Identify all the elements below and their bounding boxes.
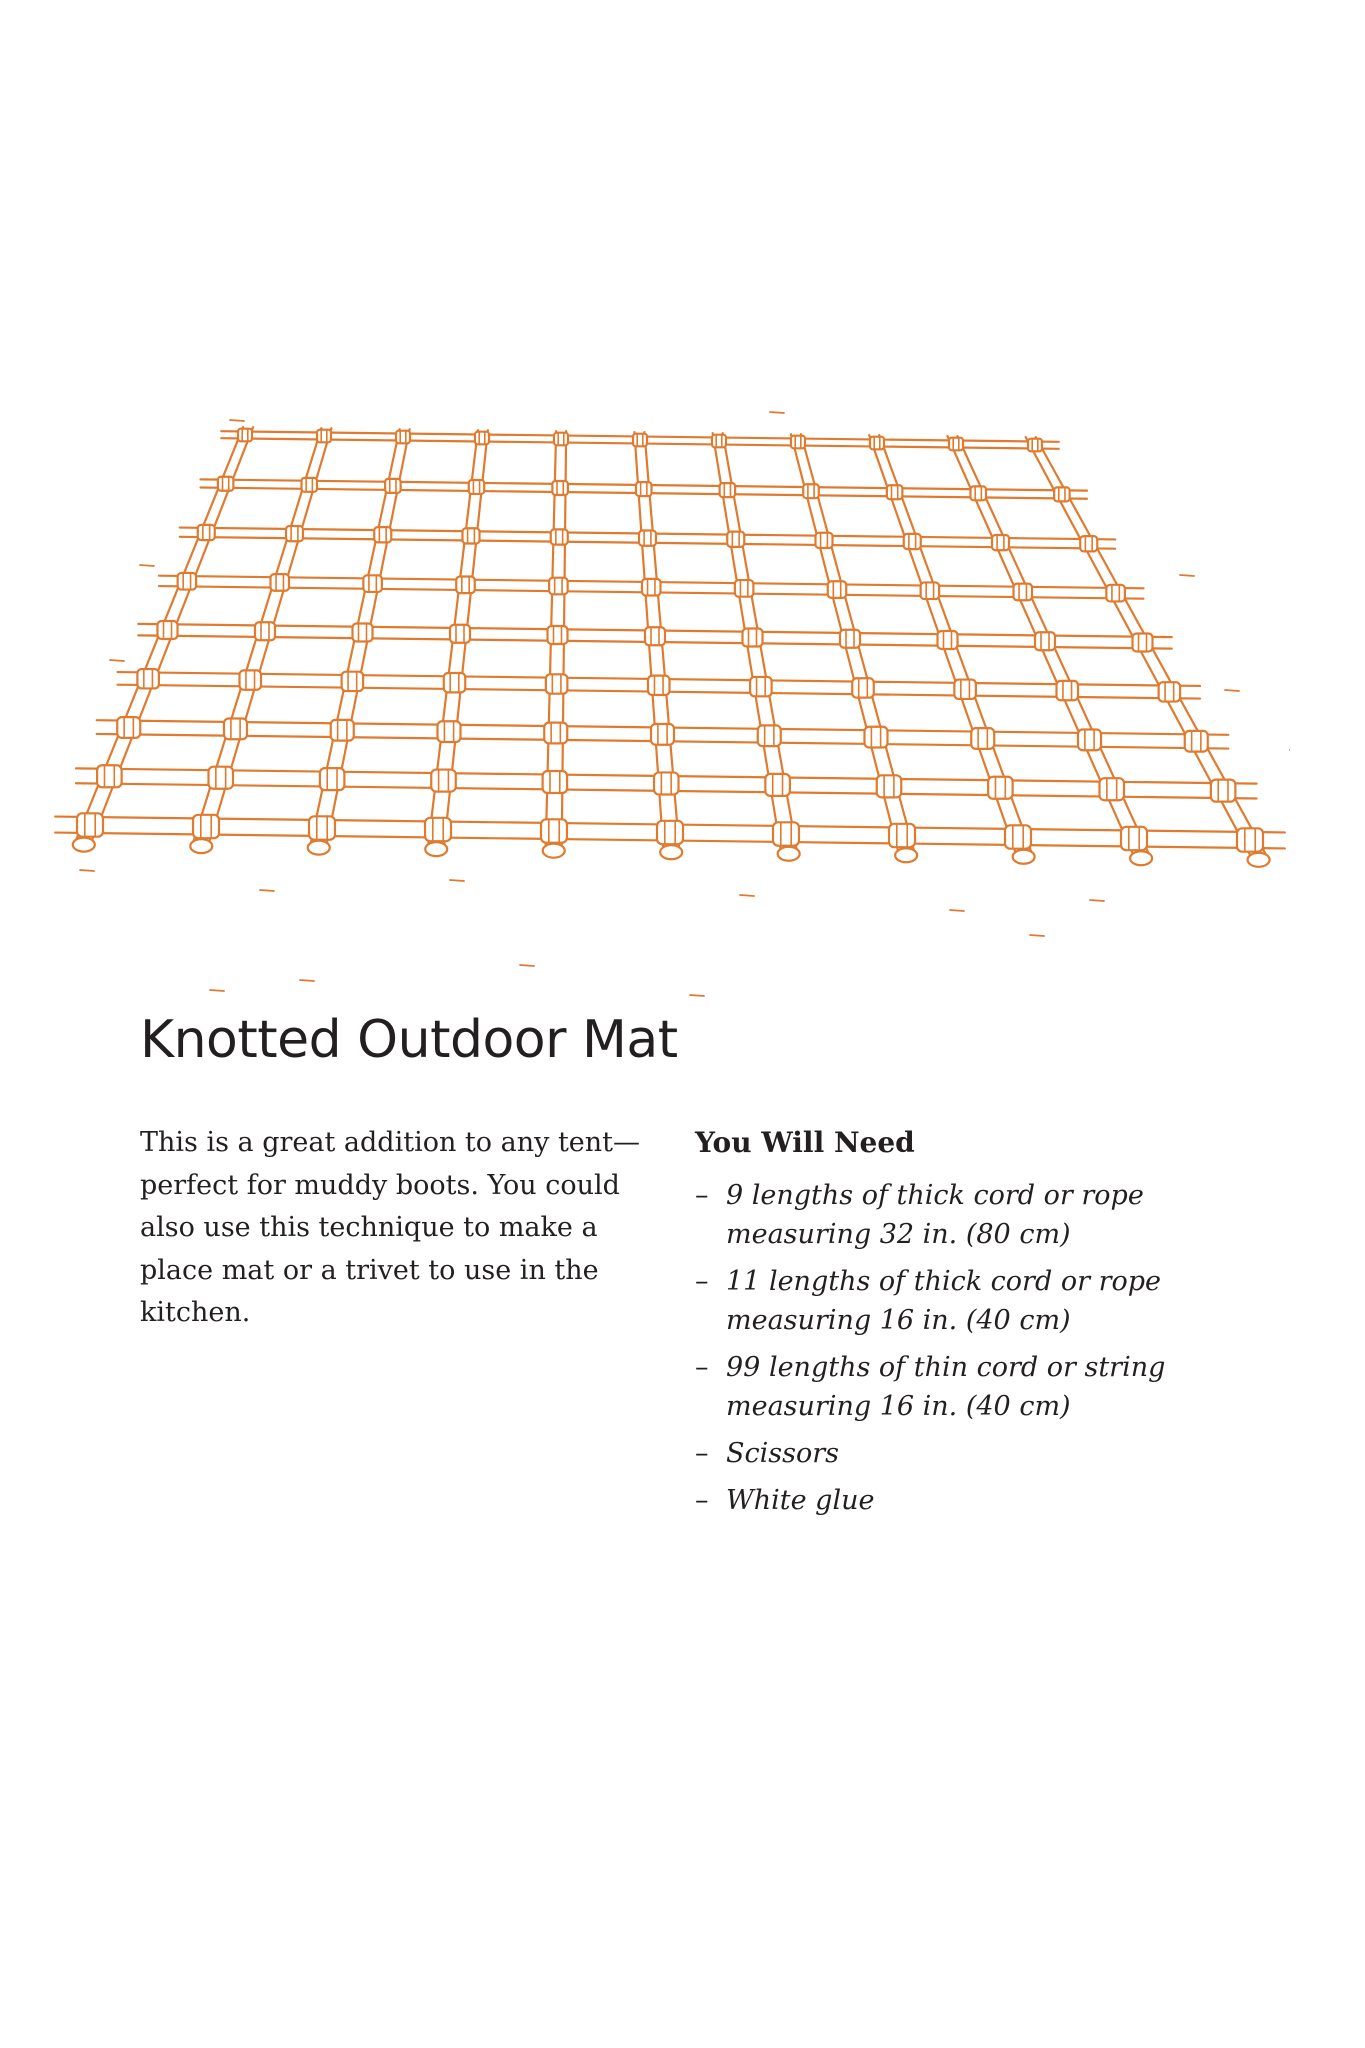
ground-dash — [450, 880, 464, 881]
knot — [1035, 632, 1055, 650]
knot — [552, 481, 568, 495]
knot — [971, 728, 994, 749]
knot — [992, 535, 1009, 550]
ground-dash — [210, 990, 224, 991]
knot — [1057, 681, 1079, 700]
intro-paragraph: This is a great addition to any tent—perfect for muddy boots. You could also use this technique to make a place mat or a trivet to use in the kitchen. — [140, 1127, 641, 1328]
knot — [385, 479, 401, 493]
knot — [735, 580, 754, 597]
knot — [921, 582, 940, 599]
materials-heading: You Will Need — [695, 1126, 915, 1159]
knot — [636, 482, 652, 496]
materials-section — [695, 1122, 1255, 1528]
rope-end — [1248, 853, 1270, 867]
knot — [342, 672, 364, 691]
knot — [743, 629, 763, 647]
materials-list — [695, 1176, 1255, 1520]
rope-end — [308, 841, 330, 855]
knot — [320, 768, 345, 790]
knot — [549, 578, 568, 595]
rope-end — [1130, 851, 1152, 865]
knot — [309, 816, 335, 839]
knot — [865, 727, 888, 748]
ground-dash — [770, 412, 784, 413]
knot — [954, 680, 976, 699]
materials-item: – Scissors — [695, 1434, 1255, 1473]
ground-dash — [1030, 935, 1044, 936]
knot — [541, 819, 567, 842]
knot — [469, 480, 485, 494]
ground-dash — [1090, 900, 1104, 901]
knot — [938, 631, 958, 649]
knot — [988, 777, 1013, 799]
knot — [198, 525, 215, 540]
knot — [271, 574, 290, 591]
knot — [218, 477, 234, 491]
knot — [633, 434, 647, 447]
knot — [1106, 585, 1125, 602]
knot — [645, 627, 665, 645]
knot — [425, 818, 451, 841]
knot — [317, 430, 331, 443]
knot — [77, 813, 103, 836]
knot — [97, 765, 122, 787]
materials-item: – 9 lengths of thick cord or rope measuring 32 in. (80 cm) — [695, 1176, 1255, 1254]
knot — [543, 771, 568, 793]
knot — [1080, 536, 1097, 551]
knot — [554, 433, 568, 446]
knot — [803, 484, 819, 498]
knot — [877, 775, 902, 797]
knot — [758, 725, 781, 746]
knot — [1078, 730, 1101, 751]
knot — [828, 581, 847, 598]
knot — [431, 770, 456, 792]
rope-end — [73, 838, 95, 852]
knot — [286, 526, 303, 541]
knot — [475, 432, 489, 445]
knot — [654, 772, 679, 794]
materials-item: – 99 lengths of thin cord or string measuring 16 in. (40 cm) — [695, 1348, 1255, 1426]
knot — [546, 674, 568, 693]
knot — [657, 821, 683, 844]
knot — [750, 677, 772, 696]
ground-dash — [260, 890, 274, 891]
rope-end — [190, 839, 212, 853]
knot — [712, 435, 726, 448]
knot — [773, 822, 799, 845]
knot — [816, 533, 833, 548]
ground-dash — [740, 895, 754, 896]
ground-dash — [300, 980, 314, 981]
rope-end — [778, 847, 800, 861]
knot — [887, 485, 903, 499]
knot — [642, 579, 661, 596]
ground-dash — [1180, 575, 1194, 576]
rope-end — [425, 842, 447, 856]
knot — [852, 678, 874, 697]
knot — [727, 532, 744, 547]
knot — [450, 625, 470, 643]
ground-dash — [520, 965, 534, 966]
rope-end — [895, 848, 917, 862]
materials-item: – 11 lengths of thick cord or rope measuring 16 in. (40 cm) — [695, 1262, 1255, 1340]
knot — [651, 724, 674, 745]
knot — [548, 626, 568, 644]
ground-dash — [690, 995, 704, 996]
knot — [1028, 439, 1042, 452]
knot — [1014, 584, 1033, 601]
knot — [363, 575, 382, 592]
knot — [353, 624, 373, 642]
knot — [1100, 778, 1125, 800]
ground-dash — [230, 420, 244, 421]
knot — [463, 528, 480, 543]
page-title: Knotted Outdoor Mat — [140, 1010, 678, 1070]
knot — [374, 527, 391, 542]
knot — [949, 438, 963, 451]
knot — [904, 534, 921, 549]
knot — [238, 429, 252, 442]
knot — [648, 676, 670, 695]
rope-end — [1013, 850, 1035, 864]
knot — [1159, 682, 1181, 701]
materials-item: – White glue — [695, 1481, 1255, 1520]
knot — [1054, 487, 1070, 501]
ground-dash — [140, 565, 154, 566]
knot — [396, 431, 410, 444]
knot — [1121, 827, 1147, 850]
knot — [240, 670, 262, 689]
knot — [544, 723, 567, 744]
knot — [331, 720, 354, 741]
knot — [551, 529, 568, 544]
knot — [870, 437, 884, 450]
knot — [255, 622, 275, 640]
knot — [178, 573, 197, 590]
knot — [765, 774, 790, 796]
knot — [209, 767, 234, 789]
knot — [639, 530, 656, 545]
knot — [1211, 780, 1236, 802]
knot — [224, 719, 247, 740]
knot — [117, 717, 140, 738]
knot — [158, 621, 178, 639]
knot — [456, 576, 475, 593]
rope-end — [543, 844, 565, 858]
ground-dash — [1225, 690, 1239, 691]
ground-dash — [80, 870, 94, 871]
knotted-rope-mat-icon — [50, 400, 1290, 1020]
ground-dash — [110, 660, 124, 661]
knot — [193, 815, 219, 838]
knot — [971, 486, 987, 500]
knot — [1237, 828, 1263, 851]
knot — [791, 436, 805, 449]
rope-end — [660, 845, 682, 859]
knot — [1133, 634, 1153, 652]
knot — [438, 721, 461, 742]
ground-dash — [950, 910, 964, 911]
knot — [1185, 731, 1208, 752]
knot — [1005, 825, 1031, 848]
knot — [302, 478, 318, 492]
knot — [840, 630, 860, 648]
knot — [889, 824, 915, 847]
knot — [444, 673, 466, 692]
knot — [137, 669, 159, 688]
knot — [720, 483, 736, 497]
